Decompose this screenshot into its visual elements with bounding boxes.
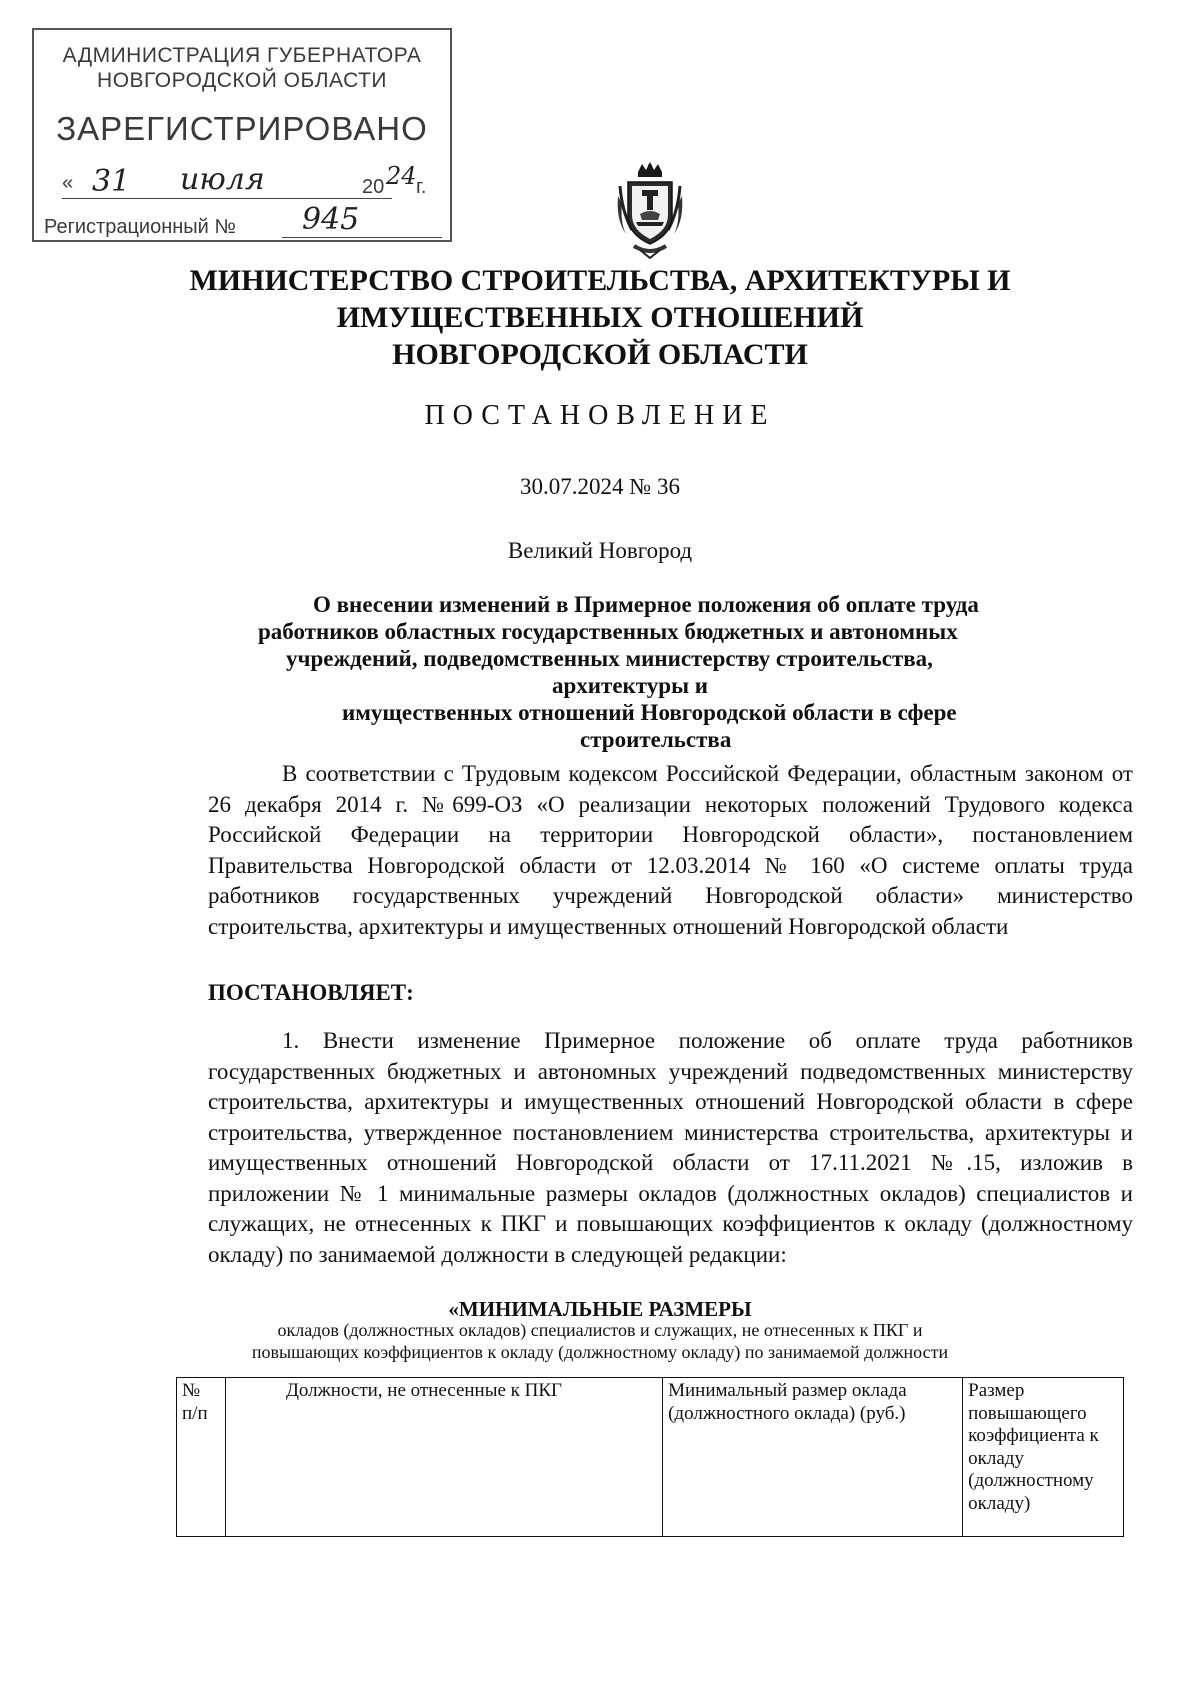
stamp-number-underline [282,237,442,238]
col-position: Должности, не отнесенные к ПКГ [225,1378,662,1537]
coat-of-arms-icon [612,160,688,260]
ministry-line-2: ИМУЩЕСТВЕННЫХ ОТНОШЕНИЙ [336,301,864,334]
stamp-date-g: г. [416,176,427,198]
stamp-date-year-suffix: 24 [386,162,417,190]
col-number: № п/п [177,1378,226,1537]
resolves-heading: ПОСТАНОВЛЯЕТ: [208,980,414,1005]
salary-table [176,1377,1124,1537]
stamp-date-day: 31 [92,164,131,199]
clause-1-paragraph: 1. Внести изменение Примерное положение об оплате труда работников государственных бюджетных и автономных учреждений подведомственных министерству строительства, архитектуры и имущественных отношений Новгородской области в сфере строительства, утвержденное постановлением министерства строительства, архитектуры и имущественных отношений Новгородской области от 17.11.2021 №.15, изложив в приложении № 1 минимальные размеры окладов (должностных окладов) специалистов и служащих, не отнесенных к ПКГ и повышающих коэффициентов к окладу (должностному окладу) по занимаемой должности в следующей редакции: [208,1028,1133,1267]
stamp-registered: ЗАРЕГИСТРИРОВАНО [56,110,428,147]
stamp-date-underline [62,198,392,199]
subject-line-5: имущественных отношений Новгородской области в сфере [342,700,957,725]
document-subject [0,591,1200,752]
subject-line-3: учреждений, подведомственных министерству строительства, [286,646,933,671]
table-subtitle-1: окладов (должностных окладов) специалистов и служащих, не отнесенных к ПКГ и [277,1320,923,1340]
document-city: Великий Новгород [507,538,693,563]
subject-line-2: работников областных государственных бюджетных и автономных [258,619,958,644]
stamp-line-2: НОВГОРОДСКОЙ ОБЛАСТИ [97,69,387,92]
ministry-line-1: МИНИСТЕРСТВО СТРОИТЕЛЬСТВА, АРХИТЕКТУРЫ И [189,264,1011,297]
subject-line-4: архитектуры и [552,673,709,698]
stamp-date-month: июля [180,162,265,197]
stamp-date-quote: « [62,172,74,194]
col-min-salary: Минимальный размер оклада (должностного оклада) (руб.) [663,1378,963,1537]
registration-stamp [32,28,452,242]
document-type: ПОСТАНОВЛЕНИЕ [424,400,776,431]
table-header-row [177,1378,1124,1537]
col-coefficient: Размер повышающего коэффициента к окладу (должностному окладу) [963,1378,1124,1537]
stamp-date-row [62,162,442,202]
table-subtitle-2: повышающих коэффициентов к окладу (должностному окладу) по занимаемой должности [251,1342,949,1362]
document-date-number: 30.07.2024 № 36 [520,474,680,499]
table-title: «МИНИМАЛЬНЫЕ РАЗМЕРЫ [448,1297,752,1321]
stamp-reg-number: 945 [302,202,360,237]
preamble-paragraph: В соответствии с Трудовым кодексом Российской Федерации, областным законом от 26 декабря 2014 г. №699-ОЗ «О реализации некоторых положений Трудового кодекса Российской Федерации на территории Новгородской области», постановлением Правительства Новгородской области от 12.03.2014 № 160 «О системе оплаты труда работников государственных учреждений Новгородской области» министерство строительства, архитектуры и имущественных отношений Новгородской области [208,761,1133,939]
subject-line-1: О внесении изменений в Примерное положения об оплате труда [313,592,979,617]
ministry-name [0,262,1200,373]
stamp-line-1: АДМИНИСТРАЦИЯ ГУБЕРНАТОРА [62,44,422,67]
subject-line-6: строительства [580,727,732,752]
stamp-reg-label: Регистрационный № [44,216,236,238]
ministry-line-3: НОВГОРОДСКОЙ ОБЛАСТИ [392,338,808,371]
stamp-date-year-prefix: 20 [362,176,385,198]
